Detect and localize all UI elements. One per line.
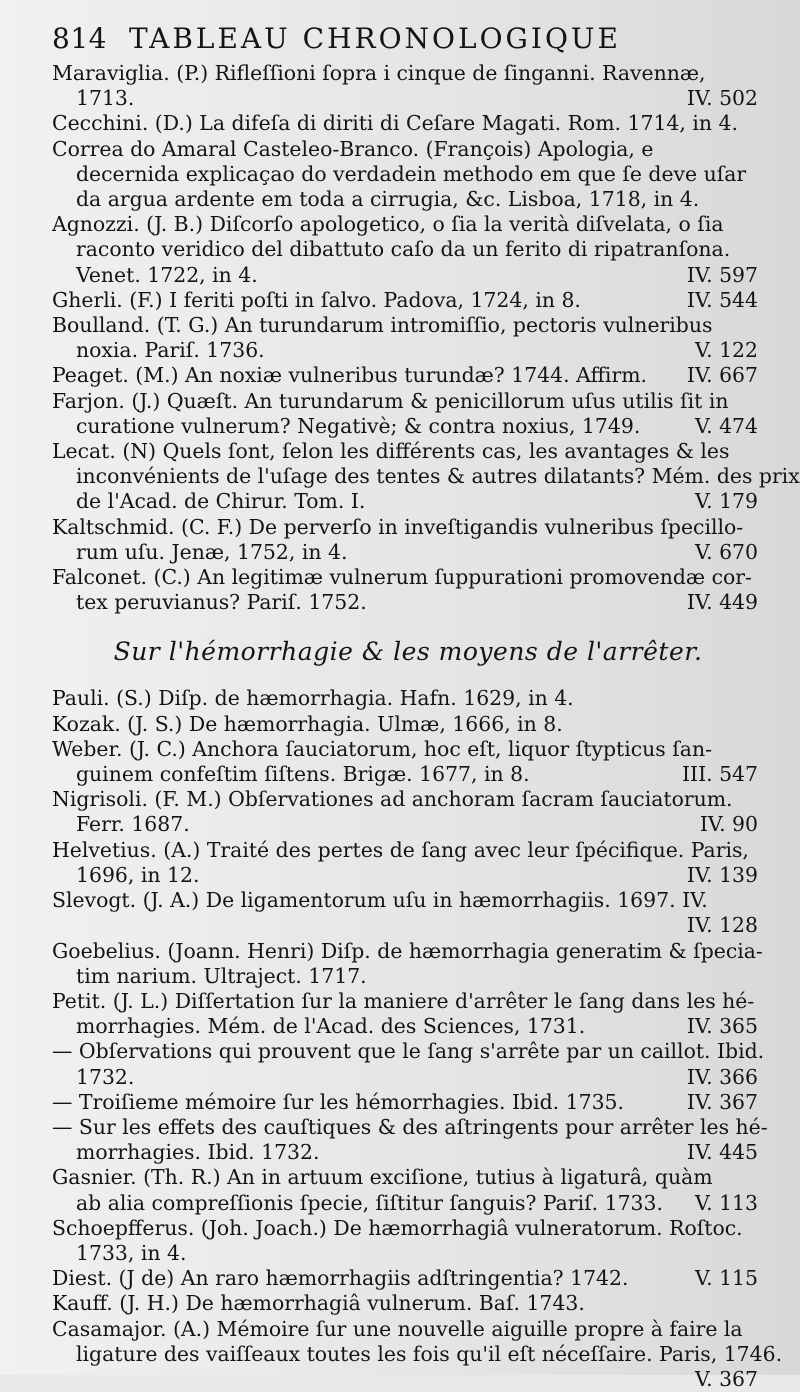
entry-text: morrhagies. Ibid. 1732. bbox=[76, 1140, 320, 1165]
entry-line bbox=[52, 913, 764, 938]
entry-line bbox=[52, 812, 764, 837]
bibliography-entry bbox=[52, 137, 764, 213]
bibliography-entry bbox=[52, 712, 764, 737]
entry-line bbox=[52, 1341, 783, 1367]
entry-line bbox=[52, 939, 764, 964]
volume-page-reference: V. 113 bbox=[694, 1190, 758, 1215]
bibliography-entries-before bbox=[52, 61, 800, 615]
entry-line bbox=[52, 111, 764, 136]
volume-page-reference: V. 670 bbox=[694, 539, 758, 564]
entry-text: Schoepfferus. (Joh. Joach.) De hæmorrhagiâ vulneratorum. Roſtoc. bbox=[52, 1215, 743, 1240]
entry-text: Pauli. (S.) Diſp. de hæmorrhagia. Hafn. 1629, in 4. bbox=[52, 686, 574, 711]
entry-text: Casamajor. (A.) Mémoire ſur une nouvelle aiguille propre à faire la bbox=[52, 1316, 743, 1341]
entry-line bbox=[52, 590, 764, 615]
entry-line bbox=[52, 338, 764, 363]
entry-line bbox=[52, 464, 800, 489]
bibliography-entry bbox=[52, 1090, 764, 1115]
running-title: TABLEAU CHRONOLOGIQUE bbox=[128, 22, 621, 55]
entry-text: Lecat. (N) Quels ſont, ſelon les différents cas, les avantages & les bbox=[52, 439, 730, 464]
entry-line bbox=[52, 1367, 764, 1392]
bibliography-entry bbox=[52, 737, 764, 787]
bibliography-entry bbox=[52, 939, 764, 989]
entry-text: Maraviglia. (P.) Rifleſſioni ſopra i cinque de ſinganni. Ravennæ, bbox=[52, 61, 706, 85]
bibliography-entry bbox=[52, 888, 764, 938]
entry-line bbox=[52, 1140, 764, 1165]
entry-text: curatione vulnerum? Negativè; & contra noxius, 1749. bbox=[76, 413, 641, 438]
bibliography-entry bbox=[52, 288, 764, 313]
volume-page-reference: IV. 502 bbox=[686, 86, 758, 111]
bibliography-entry bbox=[52, 1114, 768, 1165]
entry-text: Agnozzi. (J. B.) Diſcorſo apologetico, o ſia la verità diſvelata, o ſia bbox=[52, 212, 724, 237]
entry-line bbox=[52, 363, 764, 388]
section-title: Sur l'hémorrhagie & les moyens de l'arrêter. bbox=[113, 637, 703, 667]
entry-line bbox=[52, 863, 764, 888]
entry-line bbox=[52, 1191, 764, 1216]
entry-text: Kozak. (J. S.) De hæmorrhagia. Ulmæ, 1666, in 8. bbox=[52, 711, 563, 736]
entry-text: Kauff. (J. H.) De hæmorrhagiâ vulnerum. Baſ. 1743. bbox=[52, 1291, 585, 1316]
entry-text: de l'Acad. de Chirur. Tom. I. bbox=[76, 489, 366, 514]
volume-page-reference: IV. 139 bbox=[686, 862, 758, 887]
entry-text: tex peruvianus? Pariſ. 1752. bbox=[76, 590, 367, 615]
volume-page-reference: IV. 597 bbox=[686, 262, 758, 287]
entry-line bbox=[52, 989, 764, 1014]
volume-page-reference: IV. 367 bbox=[686, 1089, 758, 1114]
entry-text: Falconet. (C.) An legitimæ vulnerum ſuppurationi promovendæ cor- bbox=[52, 565, 752, 590]
entry-line bbox=[52, 888, 764, 913]
entry-line bbox=[52, 1266, 764, 1291]
entry-text: Correa do Amaral Casteleo-Branco. (François) Apologia, e bbox=[52, 136, 654, 161]
entry-text: noxia. Pariſ. 1736. bbox=[76, 338, 265, 363]
entry-line bbox=[52, 964, 764, 989]
entry-text: ab alia compreſſionis ſpecie, ſiſtitur ſanguis? Pariſ. 1733. bbox=[76, 1190, 663, 1215]
entry-line bbox=[52, 61, 764, 86]
entry-line bbox=[52, 1014, 764, 1039]
entry-text: Cecchini. (D.) La difeſa di diriti di Ceſare Magati. Rom. 1714, in 4. bbox=[52, 111, 738, 136]
volume-page-reference: IV. 365 bbox=[686, 1014, 758, 1039]
entry-text: Nigrisoli. (F. M.) Obſervationes ad anchoram ſacram ſauciatorum. bbox=[52, 787, 733, 812]
entry-line bbox=[52, 787, 764, 812]
entry-text: guinem confeſtim ſiſtens. Brigæ. 1677, in 8. bbox=[76, 762, 530, 787]
volume-page-reference: V. 367 bbox=[694, 1366, 758, 1391]
entry-text: Diest. (J de) An raro hæmorrhagiis adſtringentia? 1742. bbox=[52, 1266, 629, 1291]
bibliography-entry bbox=[52, 111, 764, 136]
volume-page-reference: V. 179 bbox=[694, 489, 758, 514]
entry-line bbox=[52, 1216, 764, 1241]
entry-line bbox=[52, 414, 764, 439]
entry-line bbox=[52, 1165, 764, 1190]
entry-line bbox=[52, 686, 764, 711]
entry-line bbox=[52, 187, 764, 212]
entry-line bbox=[52, 212, 764, 237]
bibliography-entry bbox=[52, 1291, 764, 1316]
entry-text: Ferr. 1687. bbox=[76, 812, 190, 837]
volume-page-reference: V. 115 bbox=[694, 1266, 758, 1291]
entry-text: Gherli. (F.) I feriti poſti in ſalvo. Padova, 1724, in 8. bbox=[52, 287, 581, 312]
entry-line bbox=[52, 1291, 764, 1316]
bibliography-entry bbox=[52, 61, 764, 111]
entry-text: Farjon. (J.) Quæſt. An turundarum & penicillorum uſus utilis ſit in bbox=[52, 388, 729, 413]
entry-text: 1696, in 12. bbox=[76, 862, 200, 887]
entry-line bbox=[52, 86, 764, 111]
entry-line bbox=[52, 1039, 764, 1064]
entry-text: 1732. bbox=[76, 1064, 135, 1089]
entry-line bbox=[52, 712, 764, 737]
bibliography-entry bbox=[52, 439, 800, 515]
volume-page-reference: IV. 366 bbox=[686, 1064, 758, 1089]
bibliography-entry bbox=[52, 838, 764, 888]
bibliography-entry bbox=[52, 363, 764, 388]
entry-text: Petit. (J. L.) Diſſertation ſur la maniere d'arrêter le ſang dans les hé- bbox=[52, 988, 755, 1013]
bibliography-entry bbox=[52, 313, 764, 363]
bibliography-entry bbox=[52, 989, 764, 1039]
entry-line bbox=[52, 137, 764, 162]
entry-text: inconvénients de l'uſage des tentes & autres dilatants? Mém. des prix bbox=[76, 464, 800, 489]
entry-line bbox=[52, 762, 764, 787]
entry-line bbox=[52, 389, 764, 414]
volume-page-reference: IV. 449 bbox=[686, 590, 758, 615]
bibliography-entry bbox=[52, 1165, 764, 1215]
entry-line bbox=[52, 288, 764, 313]
entry-text: — Obſervations qui prouvent que le ſang s'arrête par un caillot. Ibid. bbox=[52, 1039, 765, 1064]
bibliography-entry bbox=[52, 389, 764, 439]
entry-line bbox=[52, 439, 764, 464]
volume-page-reference: IV. 544 bbox=[686, 287, 758, 312]
entry-text: Goebelius. (Joann. Henri) Diſp. de hæmorrhagia generatim & ſpecia- bbox=[52, 938, 763, 963]
volume-page-reference: IV. 128 bbox=[686, 913, 758, 938]
entry-text: 1713. bbox=[76, 86, 135, 111]
entry-line bbox=[52, 737, 764, 762]
entry-text: tim narium. Ultraject. 1717. bbox=[76, 963, 367, 988]
bibliography-entry bbox=[52, 1039, 764, 1089]
entry-text: ligature des vaiſſeaux toutes les fois qu'il eſt néceſſaire. Paris, 1746. bbox=[76, 1341, 783, 1366]
entry-line bbox=[52, 1114, 768, 1140]
entry-text: rum uſu. Jenæ, 1752, in 4. bbox=[76, 539, 348, 564]
page-number: 814 bbox=[52, 22, 107, 55]
entry-text: Weber. (J. C.) Anchora ſauciatorum, hoc eſt, liquor ſtypticus ſan- bbox=[52, 736, 712, 761]
bibliography-entry bbox=[52, 787, 764, 837]
entry-text: Boulland. (T. G.) An turundarum intromiſſio, pectoris vulneribus bbox=[52, 313, 713, 338]
entry-text: Peaget. (M.) An noxiæ vulneribus turundæ? 1744. Affirm. bbox=[52, 363, 648, 388]
entry-line bbox=[52, 540, 764, 565]
entry-text: Gasnier. (Th. R.) An in artuum exciſione, tutius à ligaturâ, quàm bbox=[52, 1165, 713, 1190]
bibliography-entry bbox=[52, 515, 764, 565]
bibliography-entry bbox=[52, 565, 764, 615]
entry-line bbox=[52, 1241, 764, 1266]
entry-line bbox=[52, 838, 764, 863]
bibliography-entries-after bbox=[52, 686, 783, 1392]
volume-page-reference: IV. 90 bbox=[699, 812, 758, 837]
entry-line bbox=[52, 565, 764, 590]
entry-line bbox=[52, 313, 764, 338]
volume-page-reference: V. 474 bbox=[694, 413, 758, 438]
entry-line bbox=[52, 237, 764, 262]
volume-page-reference: III. 547 bbox=[681, 762, 758, 787]
entry-line bbox=[52, 162, 764, 187]
volume-page-reference: IV. 667 bbox=[686, 363, 758, 388]
entry-line bbox=[52, 1065, 764, 1090]
entry-text: raconto veridico del dibattuto caſo da un ferito di ripatranſona. bbox=[76, 237, 731, 262]
entry-text: — Troiſieme mémoire ſur les hémorrhagies. Ibid. 1735. bbox=[52, 1089, 624, 1114]
entry-text: Kaltschmid. (C. F.) De perverſo in inveſtigandis vulneribus ſpecillo- bbox=[52, 514, 744, 539]
entry-text: decernida explicaçao do verdadein methodo em que ſe deve uſar bbox=[76, 161, 747, 186]
volume-page-reference: IV. 445 bbox=[686, 1140, 758, 1165]
page-header bbox=[52, 22, 764, 55]
entry-line bbox=[52, 489, 764, 514]
entry-line bbox=[52, 263, 764, 288]
entry-line bbox=[52, 515, 764, 540]
entry-line bbox=[52, 1090, 764, 1115]
bibliography-entry bbox=[52, 1216, 764, 1266]
bibliography-entry bbox=[52, 1266, 764, 1291]
entry-text: Venet. 1722, in 4. bbox=[76, 262, 258, 287]
volume-page-reference: V. 122 bbox=[694, 338, 758, 363]
entry-text: — Sur les effets des cauſtiques & des aſtringents pour arrêter les hé- bbox=[52, 1114, 768, 1139]
entry-line bbox=[52, 1317, 764, 1342]
entry-text: morrhagies. Mém. de l'Acad. des Sciences, 1731. bbox=[76, 1014, 586, 1039]
bibliography-entry bbox=[52, 1316, 783, 1392]
entry-text: Slevogt. (J. A.) De ligamentorum uſu in hæmorrhagiis. 1697. IV. bbox=[52, 888, 708, 913]
bibliography-entry bbox=[52, 686, 764, 711]
entry-text: 1733, in 4. bbox=[76, 1240, 187, 1265]
entry-text: da argua ardente em toda a cirrugia, &c. Lisboa, 1718, in 4. bbox=[76, 187, 700, 212]
entry-text: Helvetius. (A.) Traité des pertes de ſang avec leur ſpécifique. Paris, bbox=[52, 837, 749, 862]
bibliography-entry bbox=[52, 212, 764, 288]
